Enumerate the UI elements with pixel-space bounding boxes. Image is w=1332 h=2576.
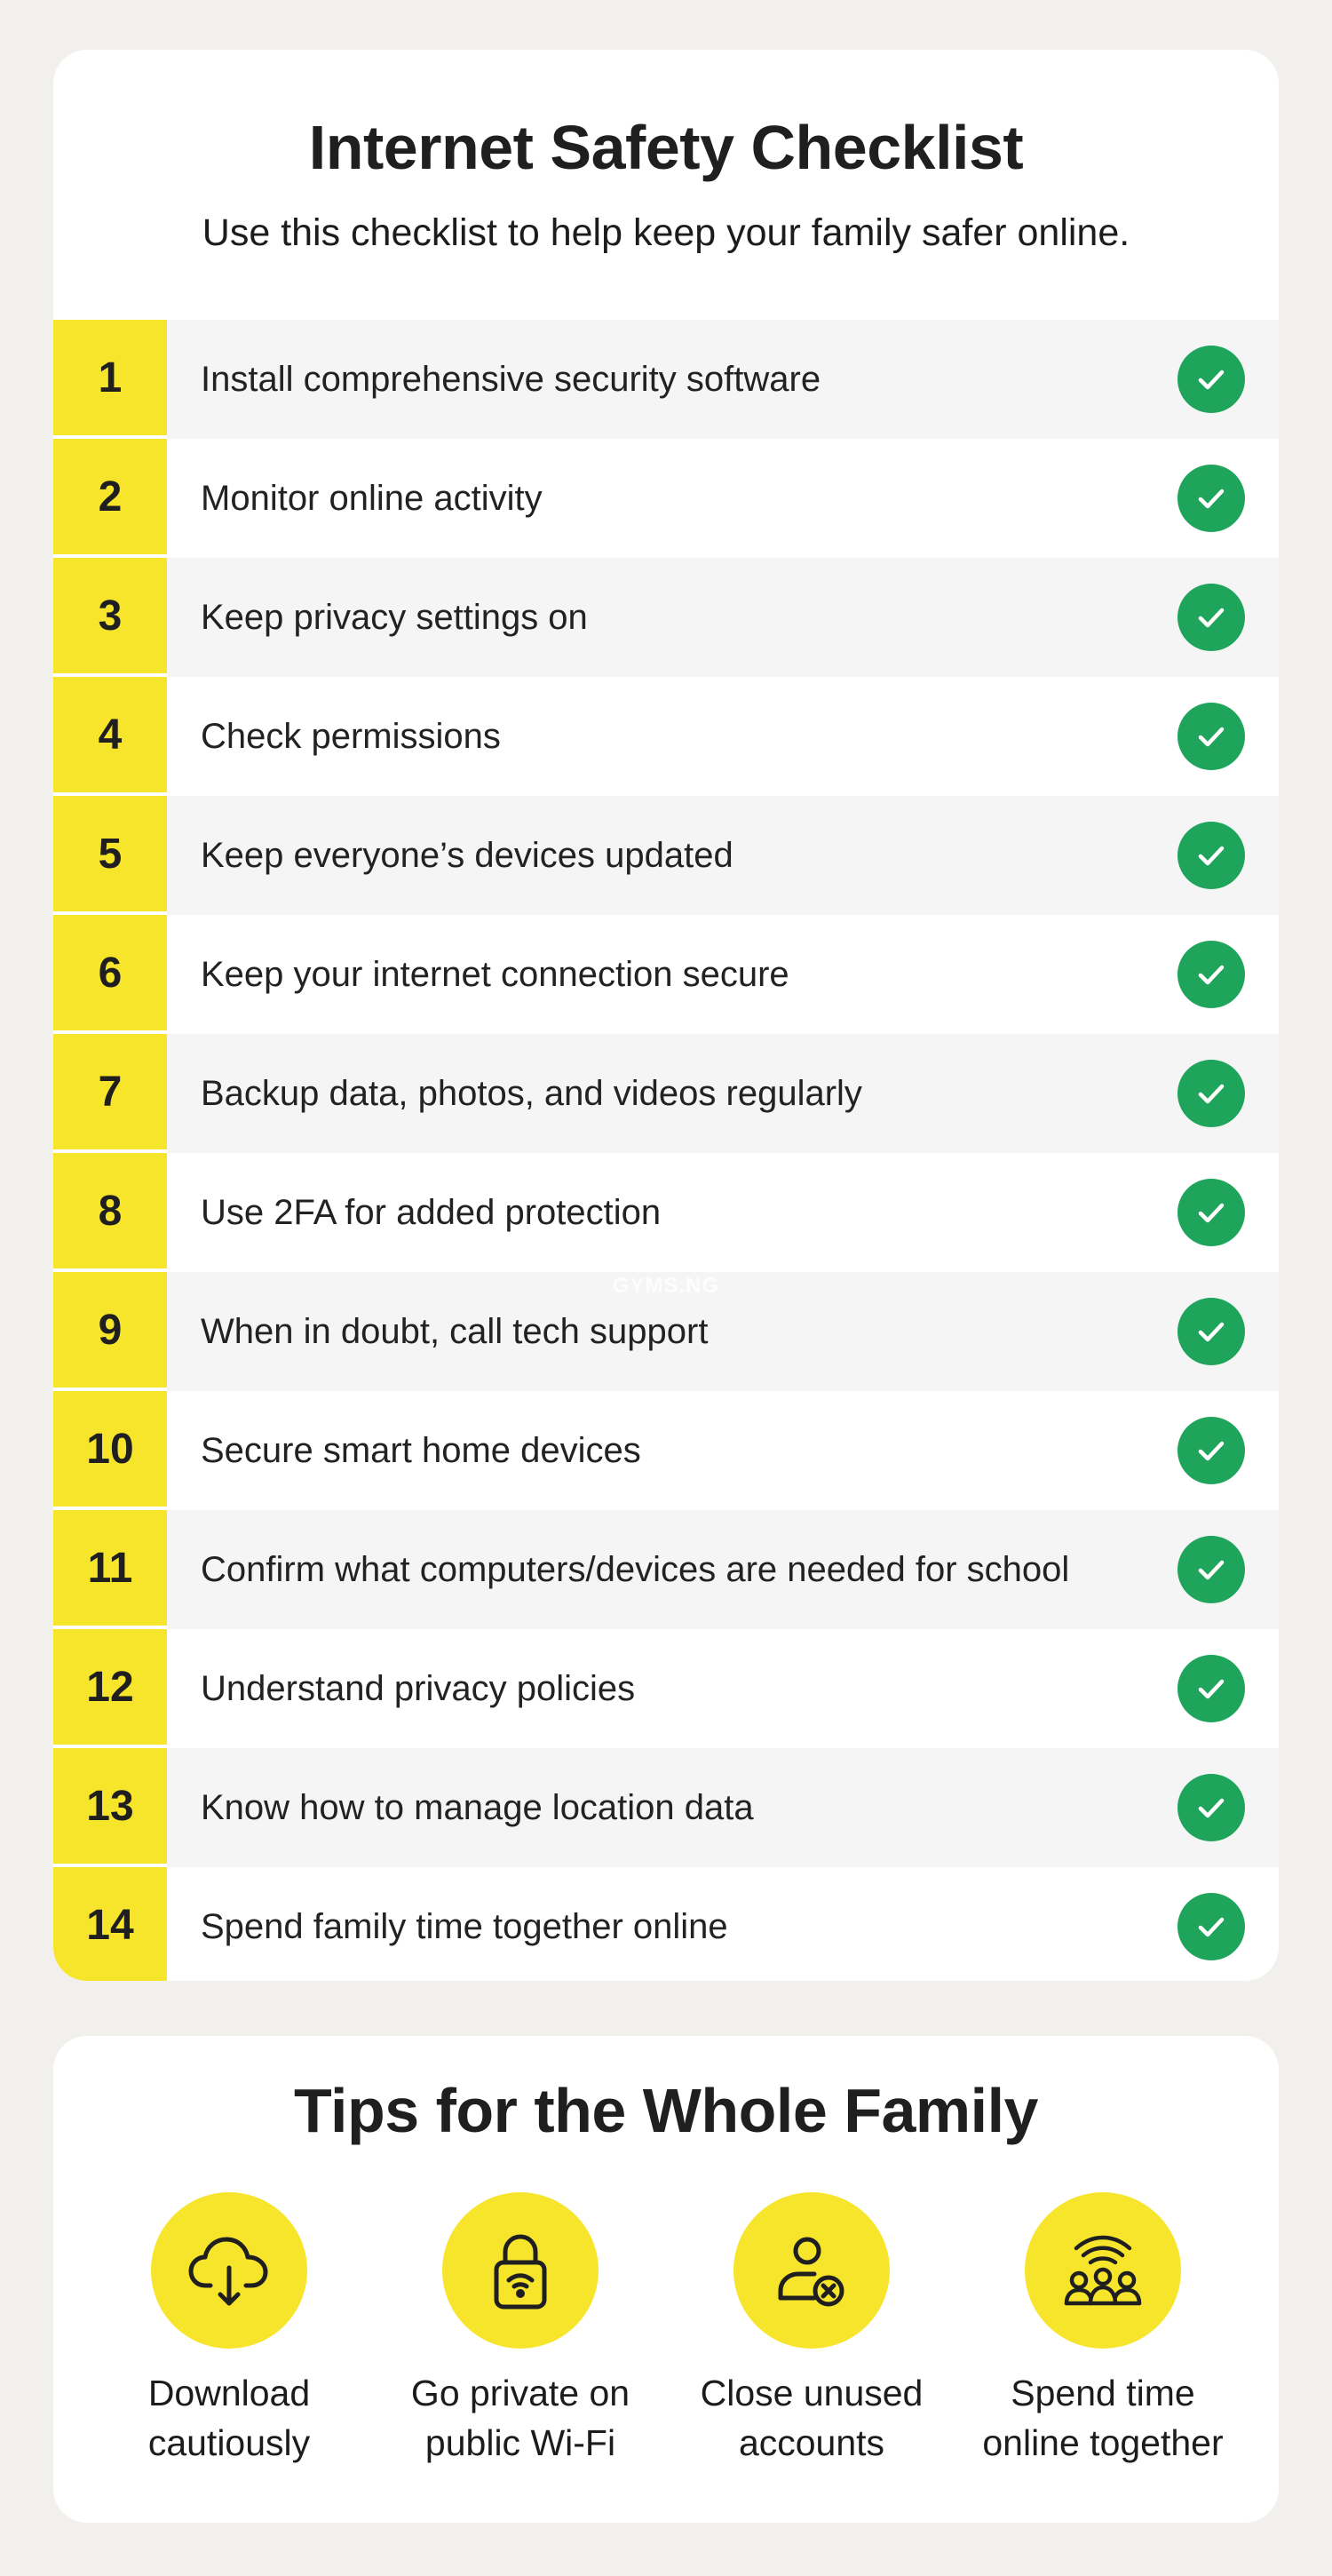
tip-label: Download cautiously bbox=[147, 2373, 311, 2463]
checkmark-icon bbox=[1177, 1179, 1245, 1246]
item-label: Secure smart home devices bbox=[201, 1430, 641, 1470]
checklist bbox=[53, 320, 1279, 1981]
item-label: Keep your internet connection secure bbox=[201, 954, 789, 994]
item-number: 14 bbox=[53, 1867, 167, 1981]
checkmark-icon bbox=[1177, 703, 1245, 770]
tip-item bbox=[375, 2192, 666, 2468]
checkmark-icon bbox=[1177, 941, 1245, 1008]
checklist-item bbox=[53, 796, 1279, 915]
item-number: 5 bbox=[53, 796, 167, 915]
checkmark-icon bbox=[1177, 1060, 1245, 1127]
checkmark-icon bbox=[1177, 1417, 1245, 1484]
item-number: 2 bbox=[53, 439, 167, 558]
checkmark-icon bbox=[1177, 584, 1245, 651]
tip-label: Spend time online together bbox=[982, 2373, 1224, 2463]
checklist-item bbox=[53, 320, 1279, 439]
checkmark-icon bbox=[1177, 1893, 1245, 1960]
page-subtitle: Use this checklist to help keep your family safer online. bbox=[202, 211, 1130, 254]
item-label: Use 2FA for added protection bbox=[201, 1192, 662, 1232]
family-wifi-icon bbox=[1025, 2192, 1181, 2349]
item-number: 10 bbox=[53, 1391, 167, 1510]
tip-label: Close unused accounts bbox=[700, 2373, 924, 2463]
tip-item bbox=[83, 2192, 375, 2468]
item-label: Check permissions bbox=[201, 716, 501, 756]
item-label: Keep everyone’s devices updated bbox=[201, 835, 733, 875]
item-label: Install comprehensive security software bbox=[201, 359, 821, 399]
item-number: 8 bbox=[53, 1153, 167, 1272]
checklist-item bbox=[53, 1391, 1279, 1510]
cloud-download-icon bbox=[151, 2192, 307, 2349]
checkmark-icon bbox=[1177, 1298, 1245, 1365]
item-label: Backup data, photos, and videos regularly bbox=[201, 1073, 862, 1113]
item-number: 13 bbox=[53, 1748, 167, 1867]
item-label: Keep privacy settings on bbox=[201, 597, 588, 637]
checklist-item bbox=[53, 1510, 1279, 1629]
tip-item bbox=[957, 2192, 1249, 2468]
item-label: Understand privacy policies bbox=[201, 1668, 636, 1708]
item-number: 7 bbox=[53, 1034, 167, 1153]
checklist-item bbox=[53, 1153, 1279, 1272]
item-label: Confirm what computers/devices are needed for school bbox=[201, 1549, 1070, 1589]
item-number: 9 bbox=[53, 1272, 167, 1391]
item-label: When in doubt, call tech support bbox=[201, 1311, 709, 1351]
item-label: Spend family time together online bbox=[201, 1906, 728, 1946]
checkmark-icon bbox=[1177, 1536, 1245, 1603]
tips-title: Tips for the Whole Family bbox=[294, 2076, 1038, 2145]
checklist-item bbox=[53, 1629, 1279, 1748]
checklist-item bbox=[53, 1748, 1279, 1867]
checkmark-icon bbox=[1177, 346, 1245, 413]
tip-item bbox=[666, 2192, 957, 2468]
checklist-item bbox=[53, 439, 1279, 558]
item-number: 3 bbox=[53, 558, 167, 677]
item-number: 6 bbox=[53, 915, 167, 1034]
item-number: 12 bbox=[53, 1629, 167, 1748]
item-number: 1 bbox=[53, 320, 167, 439]
item-label: Monitor online activity bbox=[201, 478, 543, 518]
checklist-item bbox=[53, 1867, 1279, 1981]
tips-list bbox=[83, 2192, 1249, 2468]
item-label: Know how to manage location data bbox=[201, 1787, 754, 1827]
checkmark-icon bbox=[1177, 465, 1245, 532]
checklist-item bbox=[53, 1034, 1279, 1153]
checklist-card bbox=[53, 50, 1279, 1981]
tip-label: Go private on public Wi-Fi bbox=[410, 2373, 630, 2463]
watermark: GYMS.NG bbox=[612, 1274, 720, 1298]
user-remove-icon bbox=[733, 2192, 890, 2349]
tips-card bbox=[53, 2036, 1279, 2523]
checkmark-icon bbox=[1177, 1774, 1245, 1841]
checklist-item bbox=[53, 915, 1279, 1034]
item-number: 4 bbox=[53, 677, 167, 796]
checkmark-icon bbox=[1177, 1655, 1245, 1722]
wifi-lock-icon bbox=[442, 2192, 599, 2349]
checklist-item bbox=[53, 558, 1279, 677]
page-title: Internet Safety Checklist bbox=[308, 113, 1024, 182]
item-number: 11 bbox=[53, 1510, 167, 1629]
checkmark-icon bbox=[1177, 822, 1245, 889]
checklist-item bbox=[53, 677, 1279, 796]
